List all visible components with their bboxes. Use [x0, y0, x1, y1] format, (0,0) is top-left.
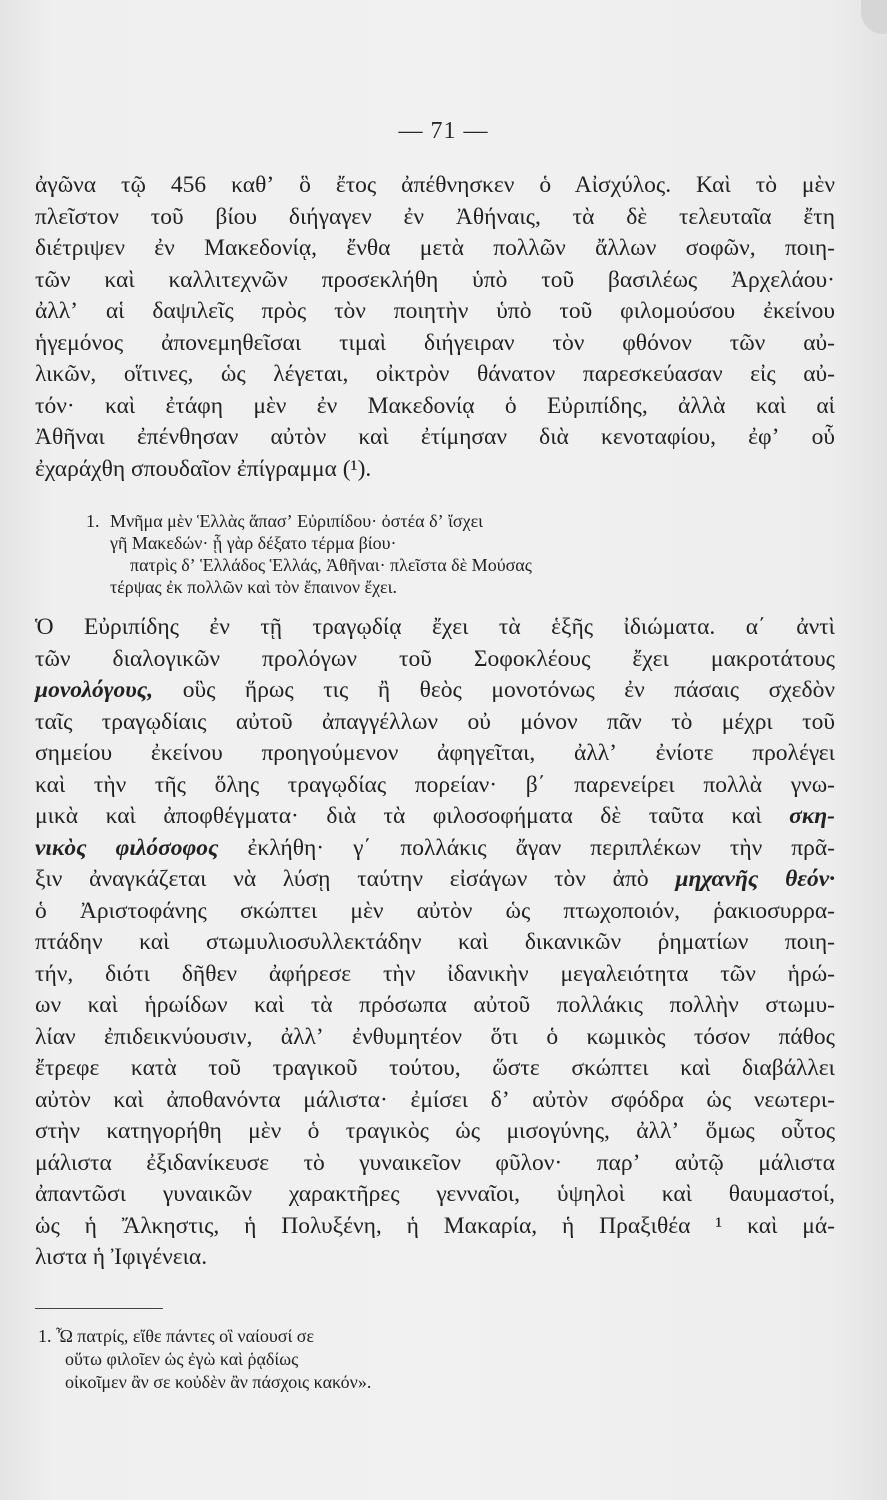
text-line: λίαν ἐπιδεικνύουσιν, ἀλλʼ ἐνθυμητέον ὅτι ὁ κωμικὸς τόσον πάθος: [35, 1023, 835, 1050]
epigram-line: [86, 510, 532, 532]
text-line: ἡγεμόνος ἀπονεμηθεῖσαι τιμαὶ διήγειραν τὸν φθόνον τῶν αὐ-: [35, 329, 835, 356]
paragraph-euripides-life: [35, 170, 835, 485]
emphasis-term: νικὸς φιλόσοφος: [35, 834, 219, 861]
epigram-line: πατρὶς δʼ Ἑλλάδος Ἑλλάς, Ἀθῆναι· πλεῖστα δὲ Μούσας: [130, 555, 532, 575]
text-line: [35, 864, 835, 896]
text-line: ἀλλʼ αἱ δαψιλεῖς πρὸς τὸν ποιητὴν ὑπὸ τοῦ φιλομούσου ἐκείνου: [35, 298, 835, 324]
text-line: λιστα ἡ Ἰφιγένεια.: [35, 1244, 208, 1270]
footnote: [38, 1325, 371, 1394]
text-line: αὐτὸν καὶ ἀποθανόντα μάλιστα· ἐμίσει δʼ αὐτὸν σφόδρα ὡς νεωτερι-: [35, 1086, 835, 1113]
text-line: ων καὶ ἡρωίδων καὶ τὰ πρόσωπα αὐτοῦ πολλάκις πολλὴν στωμυ-: [35, 992, 835, 1018]
text-line: ἀπαντῶσι γυναικῶν χαρακτῆρες γενναῖοι, ὑψηλοὶ καὶ θαυμαστοί,: [35, 1181, 835, 1207]
footnote-number: 1.: [38, 1326, 52, 1346]
text-line: ταῖς τραγῳδίαις αὐτοῦ ἀπαγγέλλων οὐ μόνον πᾶν τὸ μέχρι τοῦ: [35, 708, 835, 735]
page-number: — 71 —: [398, 118, 489, 144]
text-segment: μικὰ καὶ ἀποφθέγματα· διὰ τὰ φιλοσοφήματα δὲ ταῦτα καὶ: [35, 803, 790, 829]
text-line: ἔτρεφε κατὰ τοῦ τραγικοῦ τούτου, ὥστε σκώπτει καὶ διαβάλλει: [35, 1055, 835, 1081]
text-line: πτάδην καὶ στωμυλιοσυλλεκτάδην καὶ δικανικῶν ῥηματίων ποιη-: [35, 929, 835, 955]
text-line: ἐχαράχθη σπουδαῖον ἐπίγραμμα (¹).: [35, 455, 372, 482]
text-line: πλεῖστον τοῦ βίου διήγαγεν ἐν Ἀθήναις, τὰ δὲ τελευταῖα ἔτη: [35, 203, 835, 230]
text-line: [35, 833, 835, 865]
epigram-quote: [86, 510, 532, 598]
text-segment: ξιν ἀναγκάζεται νὰ λύσῃ ταύτην εἰσάγων τὸν ἀπὸ: [35, 866, 676, 892]
footnote-line: [38, 1325, 371, 1348]
text-line: ὡς ἡ Ἄλκηστις, ἡ Πολυξένη, ἡ Μακαρία, ἡ Πραξιθέα ¹ καὶ μά-: [35, 1212, 835, 1239]
epigram-line: τέρψας ἐκ πολλῶν καὶ τὸν ἔπαινον ἔχει.: [110, 577, 397, 597]
footnote-text: Ὦ πατρίς, εἴθε πάντες οἳ ναίουσί σε: [56, 1326, 315, 1346]
epigram-number: 1.: [86, 511, 100, 531]
text-line: τῶν καὶ καλλιτεχνῶν προσεκλήθη ὑπὸ τοῦ βασιλέως Ἀρχελάου·: [35, 266, 835, 293]
text-segment: ἐκλήθη· γ΄ πολλάκις ἄγαν περιπλέκων τὴν πρᾶ-: [218, 834, 835, 861]
text-line: τόν· καὶ ἐτάφη μὲν ἐν Μακεδονίᾳ ὁ Εὐριπίδης, ἀλλὰ καὶ αἱ: [35, 392, 835, 419]
text-line: Ὁ Εὐριπίδης ἐν τῇ τραγῳδίᾳ ἔχει τὰ ἑξῆς ἰδιώματα. α΄ ἀντὶ: [35, 614, 835, 640]
text-line: [35, 675, 835, 707]
text-line: τῶν διαλογικῶν προλόγων τοῦ Σοφοκλέους ἔχει μακροτάτους: [35, 645, 835, 672]
emphasis-term: μονολόγους,: [35, 677, 154, 703]
text-line: λικῶν, οἵτινες, ὡς λέγεται, οἰκτρὸν θάνατον παρεσκεύασαν εἰς αὐ-: [35, 361, 835, 387]
text-line: [35, 801, 835, 833]
text-line: σημείου ἐκείνου προηγούμενον ἀφηγεῖται, ἀλλʼ ἐνίοτε προλέγει: [35, 740, 835, 766]
page-corner-stain: [861, 0, 887, 34]
footnote-line: οὕτω φιλοῖεν ὡς ἐγὼ καὶ ῥᾳδίως: [65, 1349, 299, 1369]
emphasis-term: σκη-: [789, 803, 835, 829]
text-line: Ἀθῆναι ἐπένθησαν αὐτὸν καὶ ἐτίμησαν διὰ κενοταφίου, ἐφʼ οὗ: [35, 424, 835, 450]
text-line: καὶ τὴν τῆς ὅλης τραγῳδίας πορείαν· β΄ παρενείρει πολλὰ γνω-: [35, 771, 835, 798]
epigram-line: γῆ Μακεδών· ᾗ γὰρ δέξατο τέρμα βίου·: [110, 533, 397, 553]
emphasis-term: μηχανῆς θεόν·: [675, 866, 835, 892]
text-segment: οὓς ἥρως τις ἢ θεὸς μονοτόνως ἐν πάσαις σχεδὸν: [153, 677, 835, 703]
text-line: διέτριψεν ἐν Μακεδονίᾳ, ἔνθα μετὰ πολλῶν ἄλλων σοφῶν, ποιη-: [35, 235, 835, 261]
text-line: στὴν κατηγορήθη μὲν ὁ τραγικὸς ὡς μισογύνης, ἀλλʼ ὅμως οὗτος: [35, 1118, 835, 1144]
text-line: τήν, διότι δῆθεν ἀφήρεσε τὴν ἰδανικὴν μεγαλειότητα τῶν ἡρώ-: [35, 960, 835, 987]
paragraph-euripides-traits: [35, 612, 835, 1274]
text-line: ὁ Ἀριστοφάνης σκώπτει μὲν αὐτὸν ὡς πτωχοποιόν, ῥακιοσυρρα-: [35, 897, 835, 924]
footnote-divider: [35, 1308, 163, 1309]
text-line: ἀγῶνα τῷ 456 καθʼ ὃ ἔτος ἀπέθνησκεν ὁ Αἰσχύλος. Καὶ τὸ μὲν: [35, 172, 835, 198]
text-line: μάλιστα ἐξιδανίκευσε τὸ γυναικεῖον φῦλον· παρʼ αὐτῷ μάλιστα: [35, 1149, 835, 1176]
epigram-line-text: Μνῆμα μὲν Ἑλλὰς ἅπασʼ Εὐριπίδου· ὀστέα δʼ ἴσχει: [110, 511, 483, 531]
footnote-line: οἰκοῖμεν ἂν σε κοὐδὲν ἂν πάσχοις κακόν».: [65, 1372, 372, 1392]
